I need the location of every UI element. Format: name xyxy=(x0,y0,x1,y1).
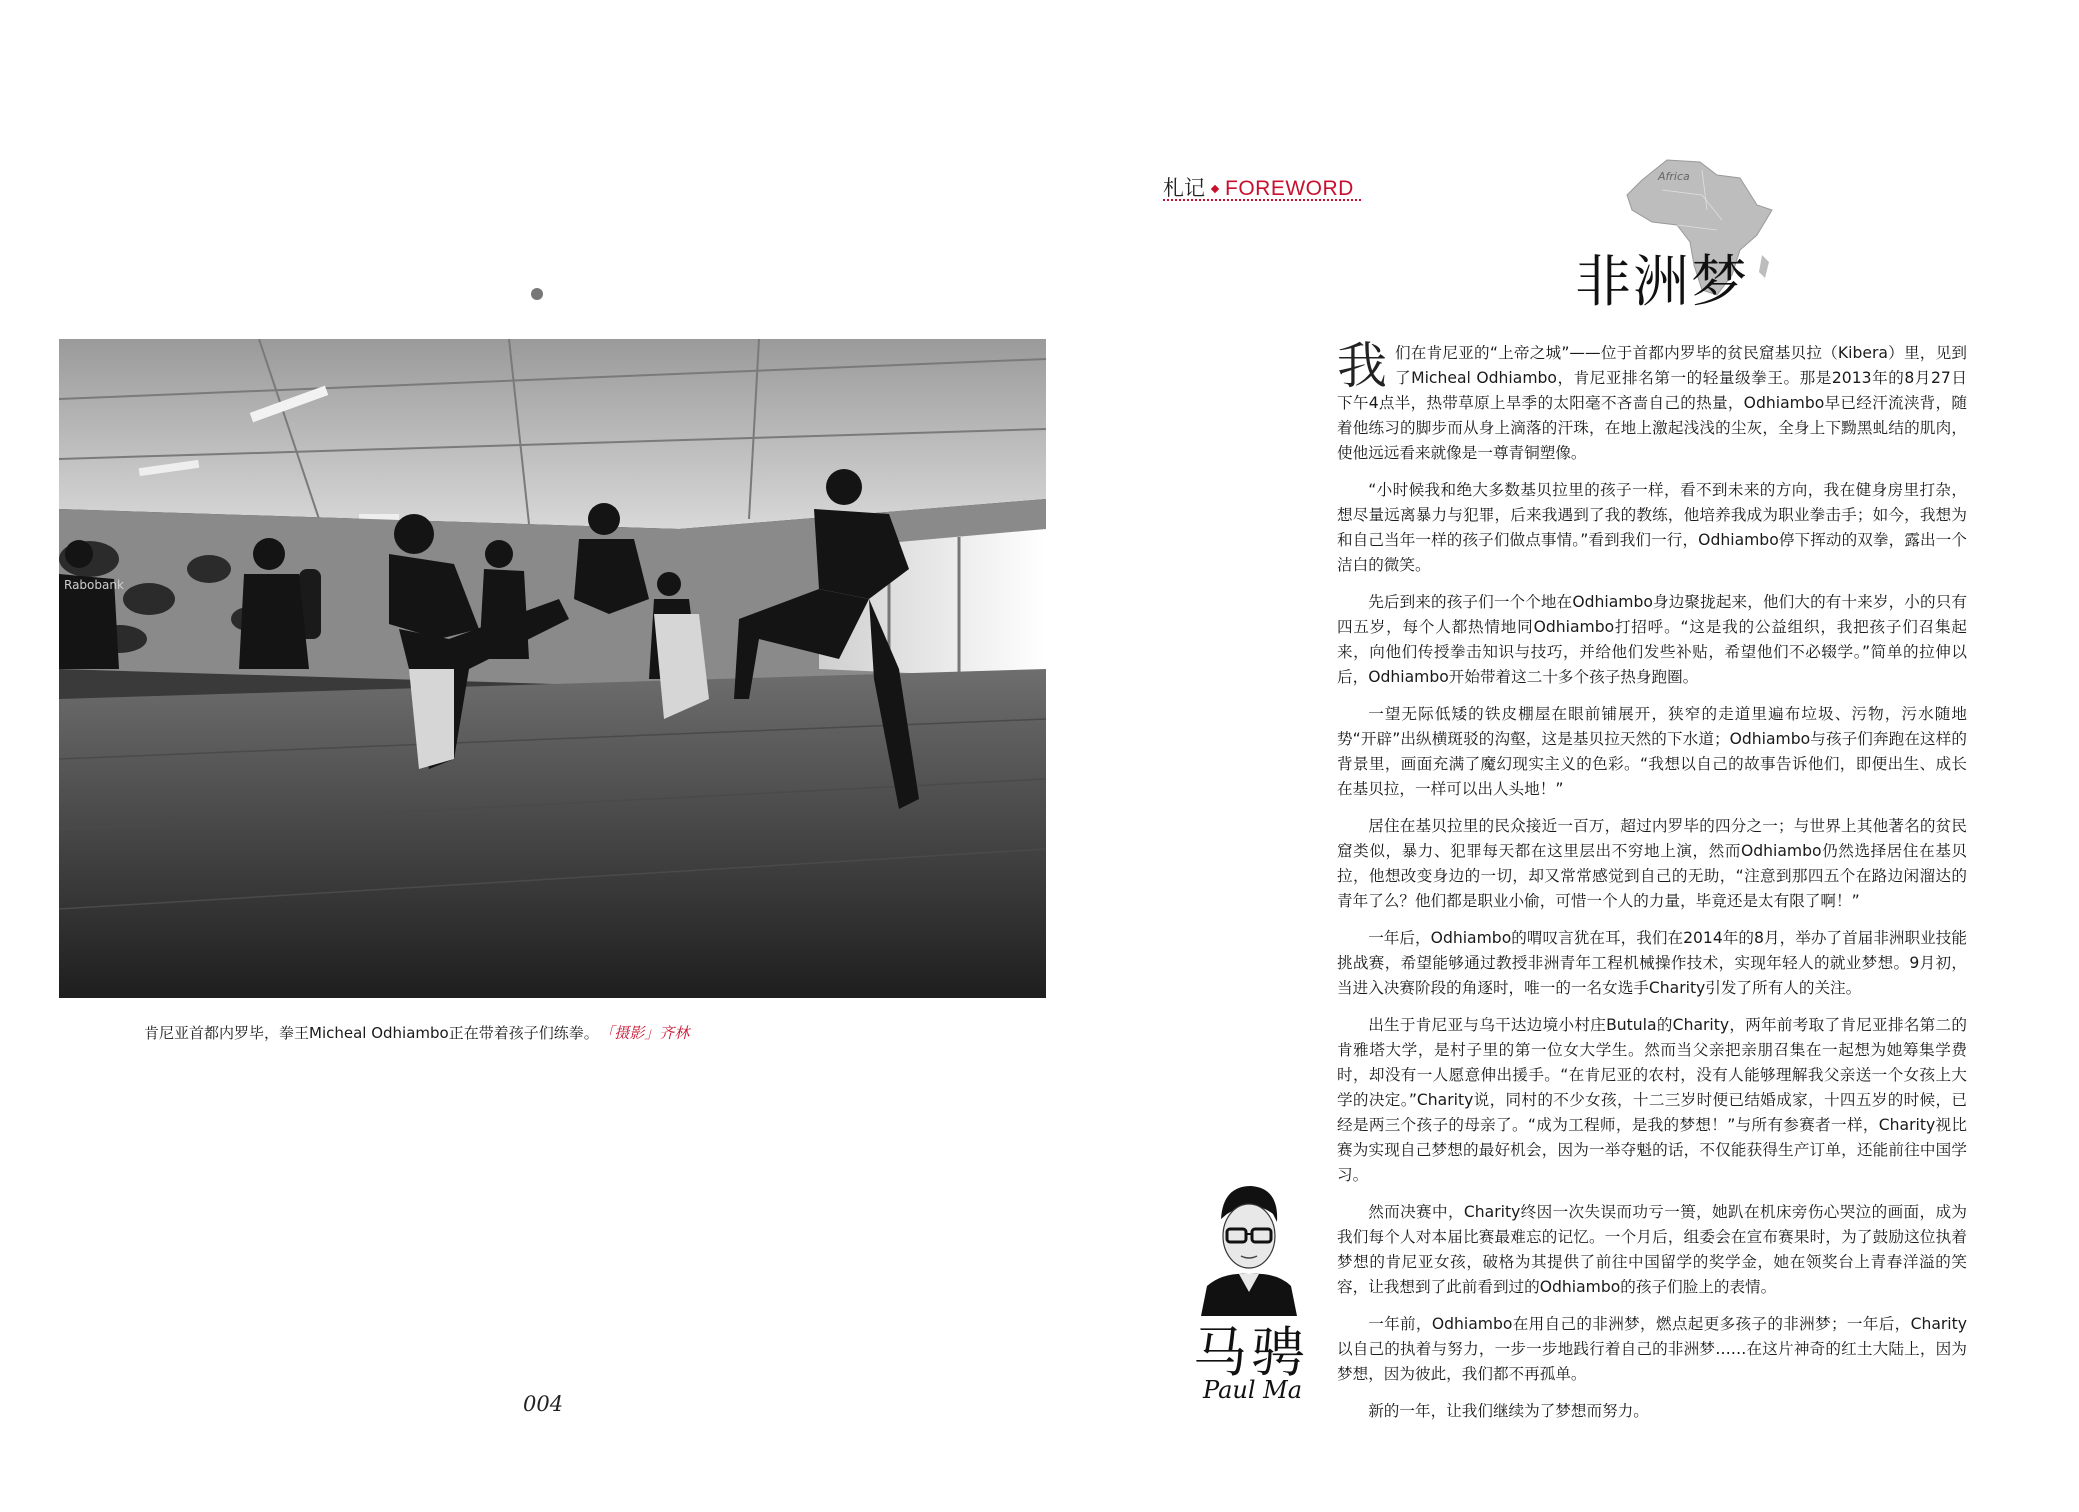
boxing-training-photo xyxy=(59,339,1046,998)
africa-map-label: Africa xyxy=(1658,170,1690,183)
section-label-en: FOREWORD xyxy=(1225,177,1354,200)
article-paragraph: 先后到来的孩子们一个个地在Odhiambo身边聚拢起来，他们大的有十来岁，小的只有四五岁，每个人都热情地同Odhiambo打招呼。“这是我的公益组织，我把孩子们召集起来，向他们传授拳击知识与技巧，并给他们发些补贴，希望他们不必辍学。”简单的拉伸以后，Odhiambo开始带着这二十多个孩子热身跑圈。 xyxy=(1337,593,1967,686)
article-paragraph: 一年后，Odhiambo的喟叹言犹在耳，我们在2014年的8月，举办了首届非洲职业技能挑战赛，希望能够通过教授非洲青年工程机械操作技术，实现年轻人的就业梦想。9月初，当进入决赛阶段的角逐时，唯一的一名女选手Charity引发了所有人的关注。 xyxy=(1337,929,1967,997)
article-paragraph: 新的一年，让我们继续为了梦想而努力。 xyxy=(1368,1402,1649,1420)
caption-text: 肯尼亚首都内罗毕，拳王Micheal Odhiambo正在带着孩子们练拳。 xyxy=(144,1024,599,1042)
section-heading xyxy=(1163,172,1354,202)
author-name-zh: 马骋 xyxy=(1193,1321,1309,1384)
article-title: 非洲梦 xyxy=(1575,250,1749,315)
author-portrait xyxy=(1193,1174,1301,1316)
article-body xyxy=(1337,337,1967,1436)
drop-cap: 我 xyxy=(1337,337,1387,395)
diamond-icon xyxy=(1211,185,1219,193)
article-paragraph: 一望无际低矮的铁皮棚屋在眼前铺展开，狭窄的走道里遍布垃圾、污物，污水随地势“开辟”出纵横斑驳的沟壑，这是基贝拉天然的下水道；Odhiambo与孩子们奔跑在这样的背景里，画面充满了魔幻现实主义的色彩。“我想以自己的故事告诉他们，即便出生、成长在基贝拉，一样可以出人头地！” xyxy=(1337,705,1967,798)
photo-credit: 「摄影」齐林 xyxy=(606,1024,690,1042)
author-name-en: Paul Ma xyxy=(1203,1376,1303,1404)
heading-underline xyxy=(1163,199,1361,201)
decorative-dot xyxy=(531,288,543,300)
article-paragraph: “小时候我和绝大多数基贝拉里的孩子一样，看不到未来的方向，我在健身房里打杂，想尽量远离暴力与犯罪，后来我遇到了我的教练，他培养我成为职业拳击手；如今，我想为和自己当年一样的孩子们做点事情。”看到我们一行，Odhiambo停下挥动的双拳，露出一个洁白的微笑。 xyxy=(1337,481,1967,574)
section-label-zh: 札记 xyxy=(1163,176,1205,200)
photo-caption xyxy=(144,1022,689,1043)
page-number: 004 xyxy=(523,1392,564,1416)
article-paragraph: 我们在肯尼亚的“上帝之城”——位于首都内罗毕的贫民窟基贝拉（Kibera）里，见到了Micheal Odhiambo，肯尼亚排名第一的轻量级拳王。那是2013年的8月27日下午4点半，热带草原上旱季的太阳毫不吝啬自己的热量，Odhiambo早已经汗流浃背，随着他练习的脚步而从身上滴落的汗珠，在地上激起浅浅的尘灰，全身上下黝黑虬结的肌肉，使他远远看来就像是一尊青铜塑像。 xyxy=(1337,337,1967,462)
article-paragraph: 然而决赛中，Charity终因一次失误而功亏一篑，她趴在机床旁伤心哭泣的画面，成为我们每个人对本届比赛最难忘的记忆。一个月后，组委会在宣布赛果时，为了鼓励这位执着梦想的肯尼亚女孩，破格为其提供了前往中国留学的奖学金，她在领奖台上青春洋溢的笑容，让我想到了此前看到过的Odhiambo的孩子们脸上的表情。 xyxy=(1337,1203,1967,1296)
article-paragraph: 居住在基贝拉里的民众接近一百万，超过内罗毕的四分之一；与世界上其他著名的贫民窟类似，暴力、犯罪每天都在这里层出不穷地上演，然而Odhiambo仍然选择居住在基贝拉，他想改变身边的一切，却又常常感觉到自己的无助，“注意到那四五个在路边闲溜达的青年了么？他们都是职业小偷，可惜一个人的力量，毕竟还是太有限了啊！” xyxy=(1337,817,1967,910)
article-paragraph: 一年前，Odhiambo在用自己的非洲梦，燃点起更多孩子的非洲梦；一年后，Charity以自己的执着与努力，一步一步地践行着自己的非洲梦……在这片神奇的红土大陆上，因为梦想，因为彼此，我们都不再孤单。 xyxy=(1337,1315,1967,1383)
shirt-text: Rabobank xyxy=(64,578,124,592)
article-paragraph: 出生于肯尼亚与乌干达边境小村庄Butula的Charity，两年前考取了肯尼亚排名第二的肯雅塔大学，是村子里的第一位女大学生。然而当父亲把亲朋召集在一起想为她筹集学费时，却没有一人愿意伸出援手。“在肯尼亚的农村，没有人能够理解我父亲送一个女孩上大学的决定。”Charity说，同村的不少女孩，十二三岁时便已结婚成家，十四五岁的时候，已经是两三个孩子的母亲了。“成为工程师，是我的梦想！”与所有参赛者一样，Charity视比赛为实现自己梦想的最好机会，因为一举夺魁的话，不仅能获得生产订单，还能前往中国学习。 xyxy=(1337,1016,1967,1184)
